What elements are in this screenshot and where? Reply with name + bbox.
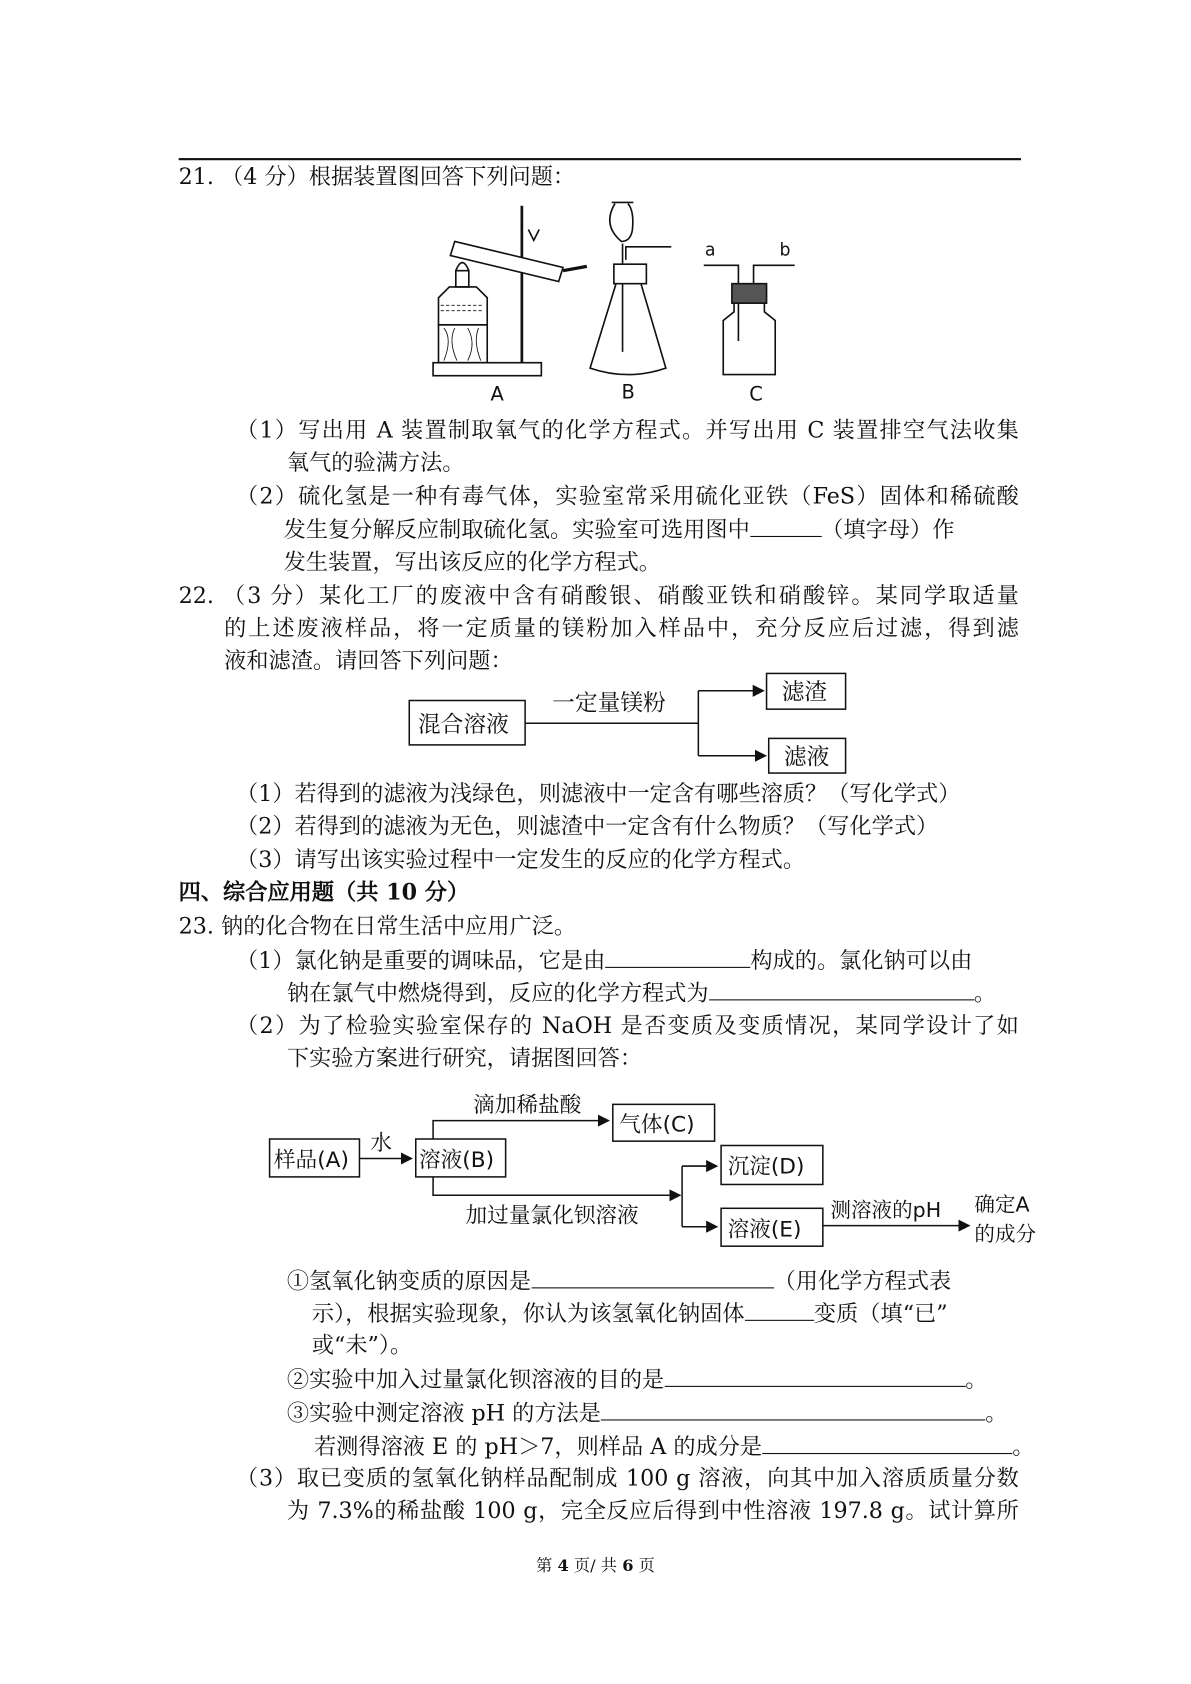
text: 变质（填“已” bbox=[813, 1300, 948, 1327]
q23-title: 23. 钠的化合物在日常生活中应用广泛。 bbox=[178, 912, 577, 939]
bacl2-label: 加过量氯化钡溶液 bbox=[465, 1203, 639, 1229]
page-number: 4 bbox=[557, 1555, 569, 1576]
result-label-1: 确定A bbox=[974, 1192, 1030, 1217]
q23-sub3-line2 bbox=[314, 1431, 1034, 1460]
q23-sub3-line1 bbox=[287, 1398, 1008, 1427]
text: ①氢氧化钠变质的原因是 bbox=[286, 1267, 532, 1294]
text: 。 bbox=[985, 1399, 1008, 1426]
q23-sub2 bbox=[287, 1364, 988, 1393]
q23-part2-line1: （2）为了检验实验室保存的 NaOH 是否变质及变质情况，某同学设计了如 bbox=[236, 1012, 1019, 1039]
apparatus-label-b: B bbox=[621, 380, 635, 404]
apparatus-c bbox=[704, 265, 795, 374]
q21-part2-line1: （2）硫化氢是一种有毒气体，实验室常采用硫化亚铁（FeS）固体和稀硫酸 bbox=[236, 482, 1019, 509]
text: 发生复分解反应制取硫化氢。实验室可选用图中 bbox=[283, 516, 750, 543]
text: ②实验中加入过量氯化钡溶液的目的是 bbox=[286, 1366, 665, 1393]
text: 。 bbox=[1012, 1433, 1035, 1460]
q23-sub1-line3: 或“未”）。 bbox=[311, 1331, 413, 1358]
answer-blank[interactable] bbox=[750, 514, 821, 537]
water-label: 水 bbox=[370, 1130, 392, 1156]
q23-sub1-line2 bbox=[312, 1298, 948, 1327]
text: 页/ 共 bbox=[568, 1555, 623, 1576]
q23-part3-line1: （3）取已变质的氢氧化钠样品配制成 100 g 溶液，向其中加入溶质质量分数 bbox=[236, 1464, 1019, 1491]
answer-blank[interactable] bbox=[762, 1431, 1012, 1454]
q21-part1-line2: 氧气的验满方法。 bbox=[286, 449, 465, 476]
q22-question2: （2）若得到的滤液为无色，则滤渣中一定含有什么物质？（写化学式） bbox=[236, 813, 939, 840]
text: 。 bbox=[965, 1366, 988, 1393]
text: ③实验中测定溶液 pH 的方法是 bbox=[286, 1399, 601, 1426]
q22-line1: 22. （3 分）某化工厂的废液中含有硝酸银、硝酸亚铁和硝酸锌。某同学取适量 bbox=[178, 582, 1019, 609]
total-pages: 6 bbox=[622, 1555, 634, 1576]
sample-label: 样品(A) bbox=[273, 1148, 349, 1174]
text: （填字母）作 bbox=[821, 516, 955, 543]
apparatus-label-c: C bbox=[749, 382, 763, 406]
text: 。 bbox=[973, 979, 997, 1006]
q22-question3: （3）请写出该实验过程中一定发生的反应的化学方程式。 bbox=[236, 846, 806, 873]
q21-apparatus-figure bbox=[422, 197, 801, 408]
q23-flow-diagram bbox=[260, 1083, 1061, 1256]
answer-blank[interactable] bbox=[601, 1398, 985, 1421]
header-rule bbox=[179, 158, 1021, 160]
text: （1）氯化钠是重要的调味品，它是由 bbox=[236, 947, 606, 974]
text: 页 bbox=[633, 1555, 655, 1576]
text: （用化学方程式表 bbox=[773, 1267, 952, 1294]
q23-part2-line2: 下实验方案进行研究，请据图回答： bbox=[286, 1044, 643, 1071]
text: 钠在氯气中燃烧得到，反应的化学方程式为 bbox=[286, 979, 709, 1006]
q23-part1-line2 bbox=[287, 978, 996, 1007]
section-heading: 四、综合应用题（共 10 分） bbox=[178, 879, 470, 906]
solution-b-label: 溶液(B) bbox=[419, 1148, 495, 1174]
q23-part3-line2: 为 7.3%的稀盐酸 100 g，完全反应后得到中性溶液 197.8 g。试计算所 bbox=[286, 1497, 1019, 1524]
apparatus-b bbox=[590, 202, 671, 374]
apparatus-label-a: A bbox=[490, 382, 504, 406]
acid-label: 滴加稀盐酸 bbox=[473, 1092, 582, 1118]
q22-question1: （1）若得到的滤液为浅绿色，则滤液中一定含有哪些溶质？（写化学式） bbox=[236, 780, 961, 807]
apparatus-a bbox=[433, 206, 587, 376]
gas-label: 气体(C) bbox=[619, 1112, 695, 1138]
q21-part2-line3: 发生装置，写出该反应的化学方程式。 bbox=[283, 548, 661, 575]
text: 示），根据实验现象，你认为该氢氧化钠固体 bbox=[311, 1300, 745, 1327]
mg-powder-label: 一定量镁粉 bbox=[552, 690, 666, 717]
q22-flow-diagram bbox=[401, 666, 856, 780]
residue-label: 滤渣 bbox=[781, 679, 828, 706]
answer-blank[interactable] bbox=[745, 1298, 814, 1321]
q23-sub1-line1 bbox=[287, 1266, 951, 1295]
text: 第 bbox=[536, 1555, 558, 1576]
text: 构成的。氯化钠可以由 bbox=[750, 947, 973, 974]
q22-line3: 液和滤渣。请回答下列问题： bbox=[224, 647, 513, 674]
tube-label-b: b bbox=[779, 240, 791, 261]
q22-line2: 的上述废液样品，将一定质量的镁粉加入样品中，充分反应后过滤，得到滤 bbox=[224, 614, 1019, 641]
mixed-solution-label: 混合溶液 bbox=[417, 711, 509, 738]
answer-blank[interactable] bbox=[605, 945, 750, 968]
filtrate-label: 滤液 bbox=[783, 744, 830, 771]
solution-e-label: 溶液(E) bbox=[727, 1217, 802, 1243]
q21-title: 21. （4 分）根据装置图回答下列问题： bbox=[178, 163, 576, 190]
q21-part2-line2 bbox=[284, 514, 955, 543]
tube-label-a: a bbox=[704, 240, 716, 261]
q23-part1-line1 bbox=[236, 945, 972, 974]
precipitate-label: 沉淀(D) bbox=[727, 1154, 805, 1180]
q21-part1-line1: （1）写出用 A 装置制取氧气的化学方程式。并写出用 C 装置排空气法收集 bbox=[236, 416, 1019, 443]
page-footer bbox=[0, 1554, 1191, 1577]
answer-blank[interactable] bbox=[531, 1266, 774, 1289]
text: 若测得溶液 E 的 pH＞7，则样品 A 的成分是 bbox=[313, 1433, 763, 1460]
answer-blank[interactable] bbox=[709, 978, 974, 1001]
answer-blank[interactable] bbox=[664, 1364, 965, 1387]
result-label-2: 的成分 bbox=[974, 1221, 1037, 1246]
ph-label: 测溶液的pH bbox=[830, 1197, 942, 1222]
